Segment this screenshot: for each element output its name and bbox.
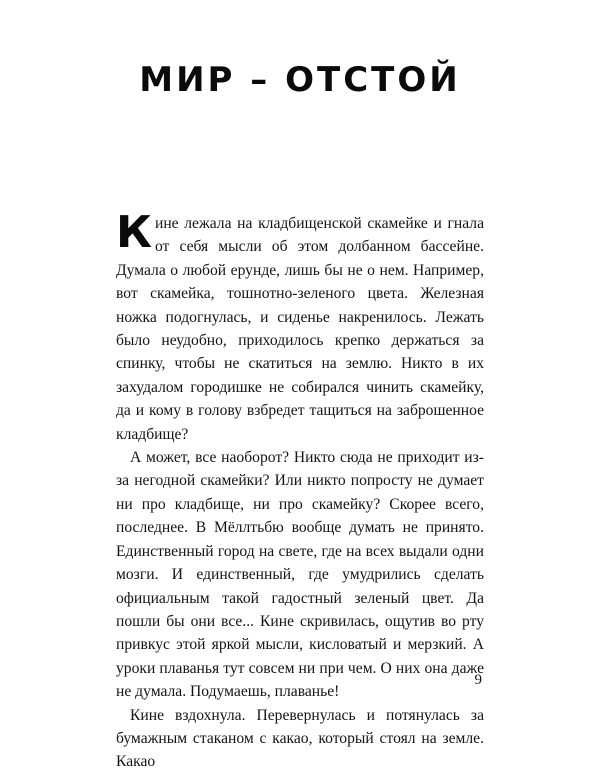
drop-cap: К <box>116 207 152 258</box>
paragraph-3: Кине вздохнула. Перевернулась и потянулась за бумажным стаканом с какао, который стоял на земле. Какао <box>116 706 484 771</box>
page-number: 9 <box>474 672 482 688</box>
body-text <box>116 207 484 774</box>
paragraph-1-text: ине лежала на кладбищенской скамейке и гнала от себя мысли об этом долбанном бассейне. Думала о любой ерунде, лишь бы не о нем. Например, вот скамейка, тошнотно-зеленого цвета. Железная ножка подогнулась, и сиденье накренилось. Лежать было неудобно, приходилось крепко держаться за спинку, чтобы не скатиться на землю. Никто в их захудалом городишке не собирался чинить скамейку, да и кому в голову взбредет тащиться на заброшенное кладбище? <box>116 215 484 443</box>
chapter-title: МИР – ОТСТОЙ <box>139 60 461 100</box>
paragraph-1 <box>116 207 484 446</box>
paragraph-2: А может, все наоборот? Никто сюда не приходит из-за негодной скамейки? Или никто попросту не думает ни про кладбище, ни про скамейку? Скорее всего, последнее. В Мёллтьбю вообще думать не принято. Единственный город на свете, где на всех выдали одни мозги. И единственный, где умудрились сделать официальным такой гадостный зеленый цвет. Да пошли бы они все... Кине скривилась, ощутив во рту привкус этой яркой мысли, кисловатый и мерзкий. А уроки плаванья тут совсем ни при чем. О них она даже не думала. Подумаешь, плаванье! <box>116 449 484 701</box>
